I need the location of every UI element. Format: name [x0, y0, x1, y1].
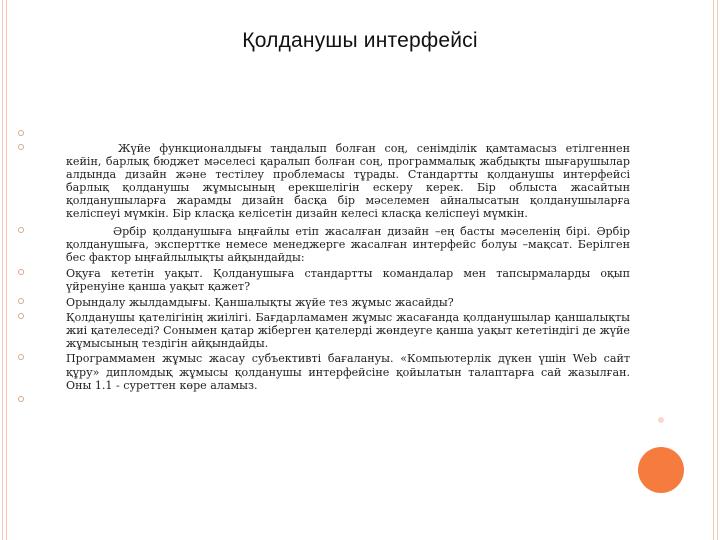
bullet-item-speed — [18, 296, 630, 309]
left-border-line-inner — [6, 0, 7, 540]
bullet-list — [18, 128, 630, 408]
left-border-line — [2, 0, 3, 540]
decorative-small-circle — [658, 417, 664, 423]
bullet-circle-icon — [18, 298, 24, 304]
right-border-line-inner — [713, 0, 714, 540]
bullet-item-empty — [18, 128, 630, 140]
bullet-text: Қолданушы қателігінің жиілігі. Бағдарламамен жұмыс жасағанда қолданушылар қаншалықты жиі қателеседі? Сонымен қатар жіберген қателерді жөндеуге қанша уақыт кететіндігі де жүйе жұмысының тездігін айқындайды. — [66, 311, 630, 351]
decorative-orange-circle — [638, 447, 684, 493]
bullet-text: Орындалу жылдамдығы. Қаншалықты жүйе тез жұмыс жасайды? — [66, 296, 454, 310]
bullet-circle-icon — [18, 227, 24, 233]
bullet-item-evaluation — [18, 352, 630, 391]
bullet-circle-icon — [18, 144, 24, 150]
slide-title: Қолданушы интерфейсі — [242, 29, 478, 52]
bullet-item-intro — [18, 142, 630, 221]
bullet-circle-icon — [18, 313, 24, 319]
bullet-circle-icon — [18, 269, 24, 275]
bullet-circle-icon — [18, 130, 24, 136]
bullet-text: Программамен жұмыс жасау субъективті бағалануы. «Компьютерлік дүкен үшін Web сайт құру» дипломдық жұмысы қолданушы интерфейсіне қойылатын талаптарға сай жазылған. Оны 1.1 - суреттен көре аламыз. — [66, 352, 630, 392]
bullet-item-learning-time — [18, 267, 630, 293]
bullet-item-empty — [18, 394, 630, 406]
bullet-item-design — [18, 225, 630, 264]
bullet-item-errors — [18, 311, 630, 350]
bullet-text: Жүйе функционалдығы таңдалып болған соң, сенімділік қамтамасыз етілгеннен кейін, барлық бюджет мәселесі қаралып болған соң, программалық жабдықты шығарушылар алдында дизайн және тестілеу проблемасы тұрады. Стандартты қолданушы интерфейсі барлық қолданушы жұмысының ерекшелігін ескеру керек. Бір облыста жасайтын қолданушыларға жарамды дизайн басқа бір мәселемен айналысатын қолданушыларға келіспеуі мүмкін. Бір класқа келісетін дизайн келесі класқа келіспеуі мүмкін. — [66, 142, 630, 221]
bullet-text: Оқуға кететін уақыт. Қолданушыға стандартты командалар мен тапсырмаларды оқып үйренуіне қанша уақыт қажет? — [66, 266, 630, 293]
bullet-circle-icon — [18, 354, 24, 360]
right-border-line — [717, 0, 718, 540]
bullet-text: Әрбір қолданушыға ыңғайлы етіп жасалған дизайн –ең басты мәселенің бірі. Әрбір қолданушыға, эксперттке немесе менеджерге жасалған интерфейс болуы –мақсат. Берілген бес фактор ыңғайлылықты айқындайды: — [66, 224, 630, 264]
bullet-circle-icon — [18, 396, 24, 402]
